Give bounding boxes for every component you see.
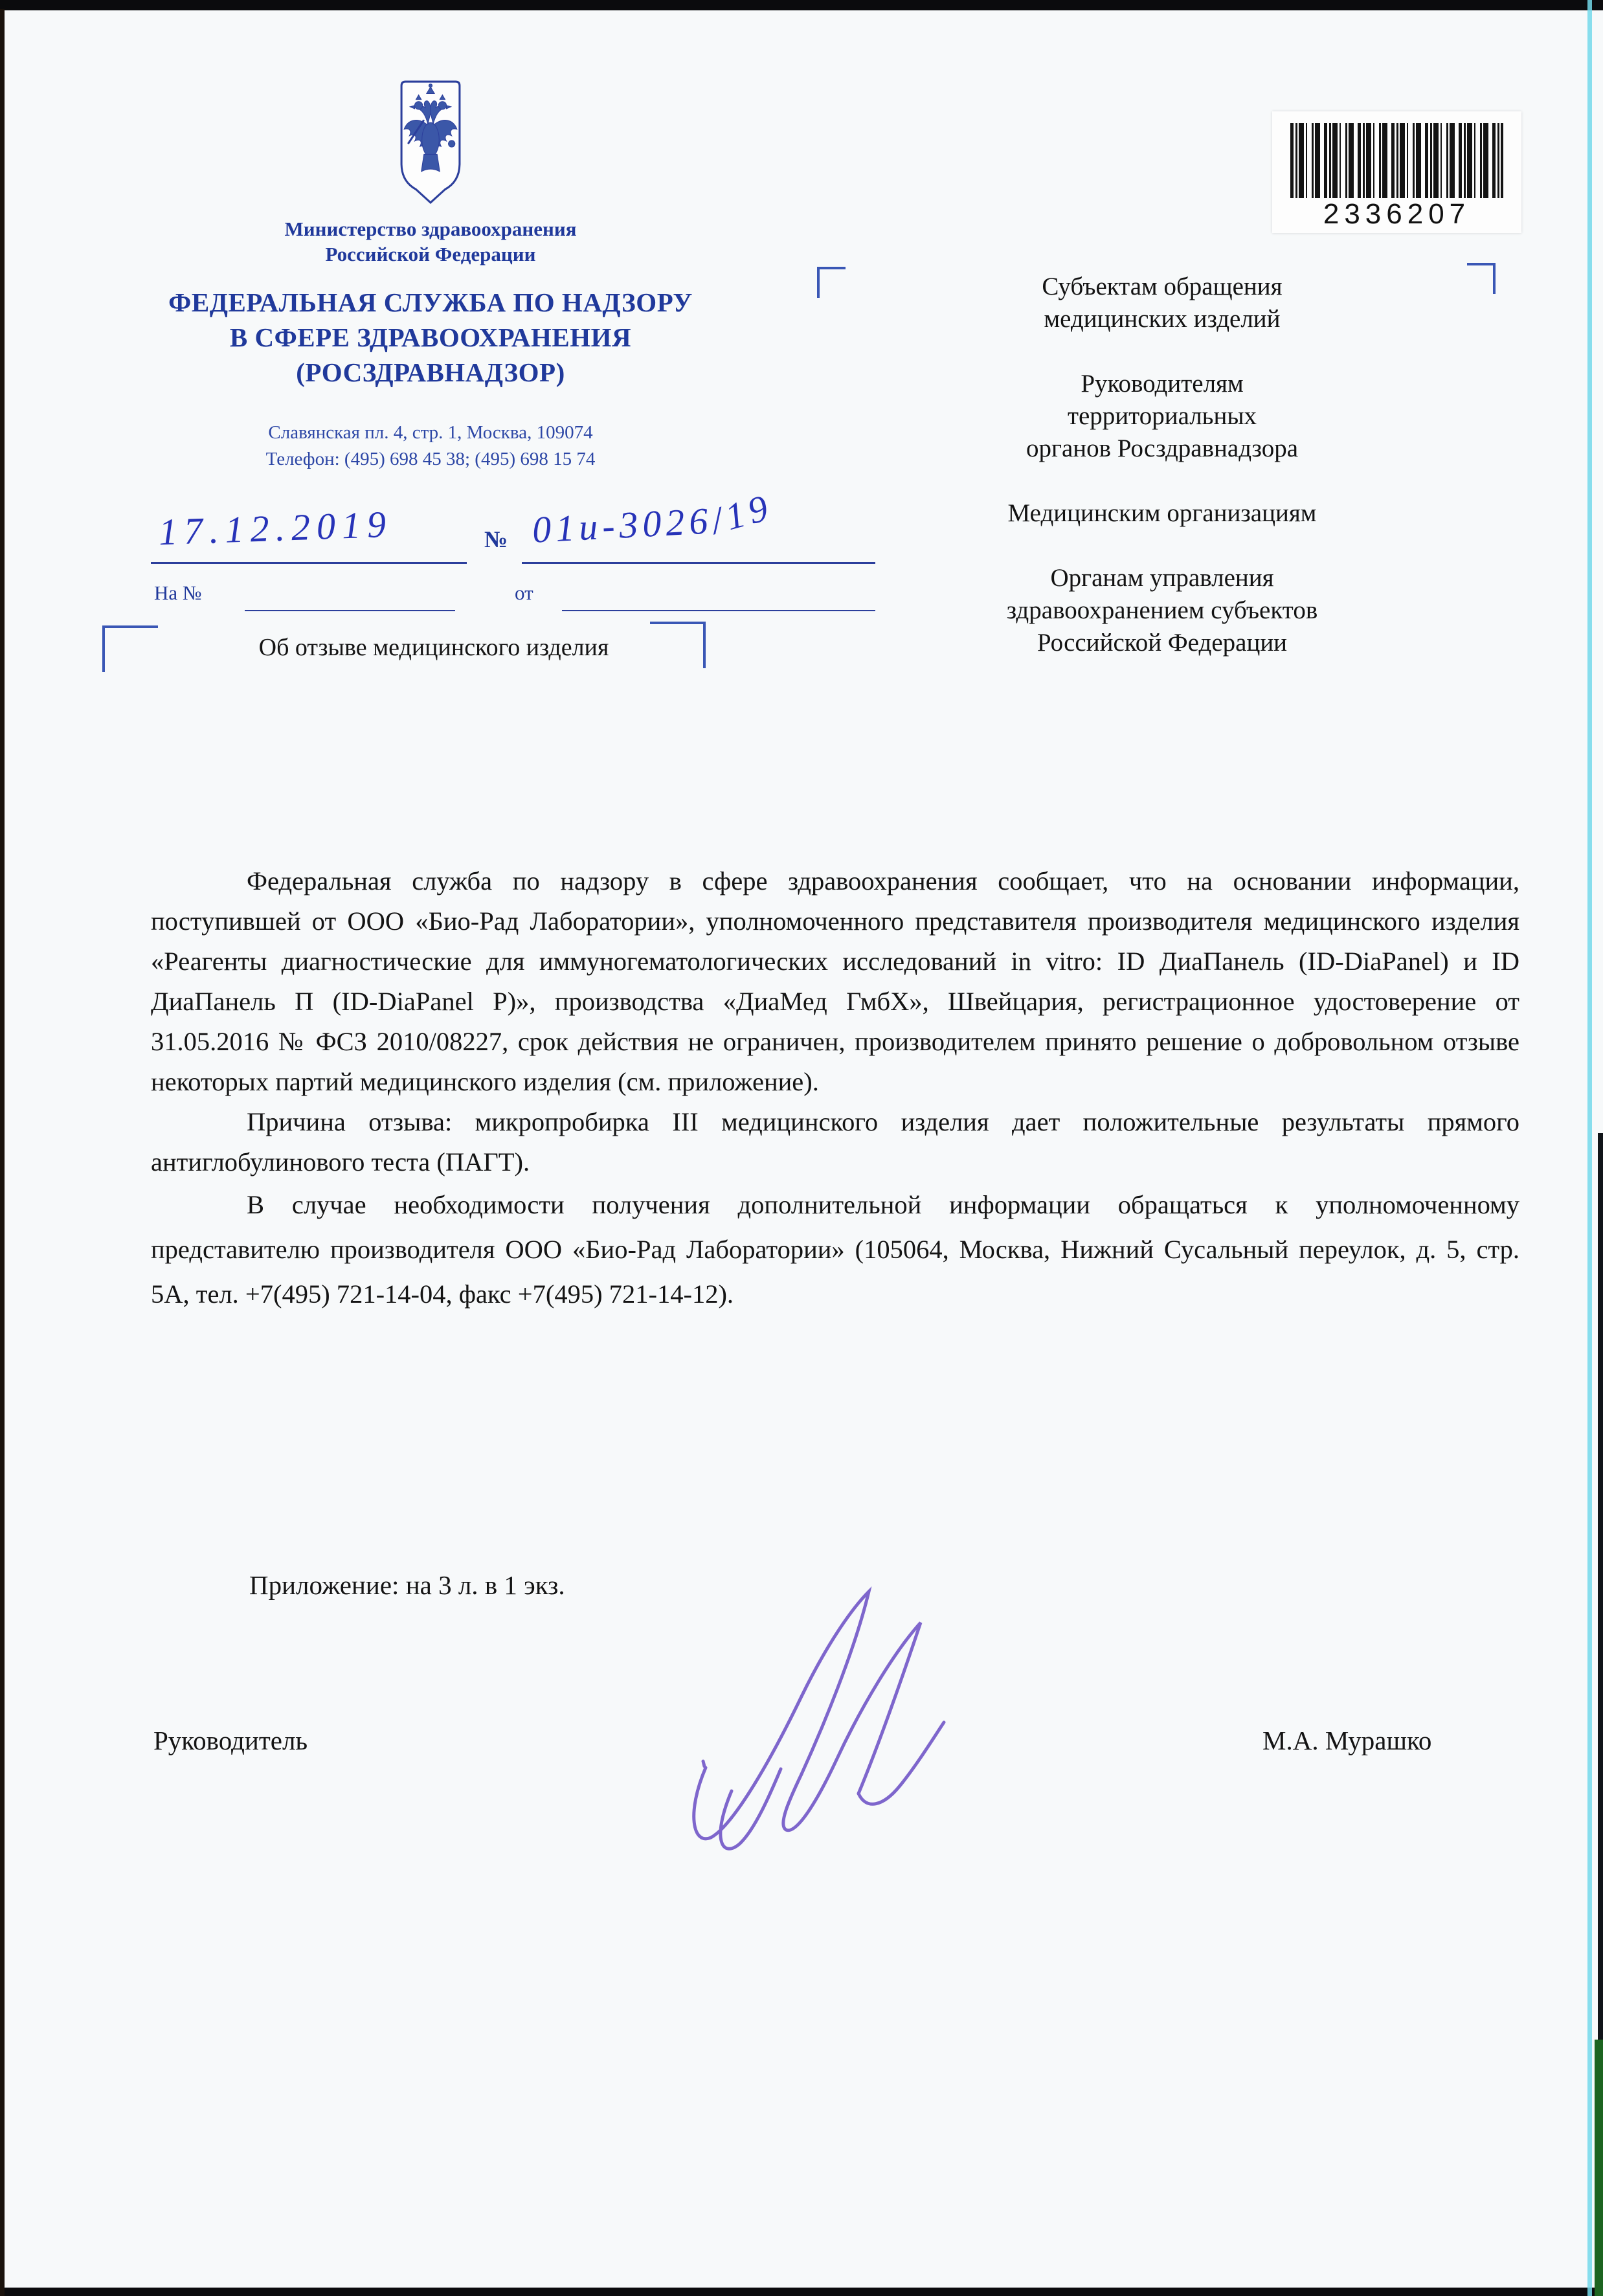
barcode-number: 2336207	[1323, 198, 1471, 230]
recipient-group	[829, 562, 1496, 659]
scan-green-right-strip	[1595, 2040, 1603, 2296]
handwritten-number-main: 01и-3026	[531, 499, 713, 551]
scan-edge-bottom	[0, 2288, 1603, 2296]
handwritten-number	[531, 485, 777, 551]
subject-bracket-left	[102, 625, 158, 672]
recipient-line: органов Росздравнадзора	[1026, 434, 1299, 462]
signer-title: Руководитель	[153, 1726, 308, 1755]
barcode-sticker	[1272, 111, 1521, 233]
handwritten-number-frac: /19	[706, 485, 777, 543]
address-block	[123, 420, 738, 473]
scan-edge-left	[0, 9, 5, 2296]
recipient-line: Субъектам обращения	[1042, 273, 1283, 300]
ministry-line1: Министерство здравоохранения	[284, 218, 577, 240]
attachment-line: Приложение: на 3 л. в 1 экз.	[249, 1570, 565, 1600]
service-line2: В СФЕРЕ ЗДРАВООХРАНЕНИЯ	[229, 322, 632, 352]
recipient-group	[829, 271, 1496, 335]
ministry-name	[123, 216, 738, 267]
service-name	[123, 285, 738, 390]
address-line: Славянская пл. 4, стр. 1, Москва, 109074	[268, 422, 593, 443]
number-sign: №	[484, 526, 508, 552]
barcode-icon	[1290, 123, 1503, 198]
body-paragraph-1: Федеральная служба по надзору в сфере здравоохранения сообщает, что на основании информации, поступившей от ООО «Био-Рад Лаборатории», уполномоченного представителя производителя медицинского изделия «Реагенты диагностические для иммуногематологических исследований in vitro: ID ДиаПанель (ID-DiaPanel) и ID ДиаПанель П (ID-DiaPanel P)», производства «ДиаМед ГмбХ», Швейцария, регистрационное удостоверение от 31.05.2016 № ФСЗ 2010/08227, срок действия не ограничен, производителем принято решение о добровольном отзыве некоторых партий медицинского изделия (см. приложение).	[151, 866, 1519, 1096]
ministry-line2: Российской Федерации	[325, 243, 536, 265]
signature-ink	[628, 1573, 1029, 1884]
body-paragraph-2: Причина отзыва: микропробирка III медицинского изделия дает положительные результаты прямого антиглобулинового теста (ПАГТ).	[151, 1107, 1519, 1176]
coat-of-arms-icon	[399, 78, 462, 207]
number-underline	[522, 562, 875, 564]
letterhead	[123, 78, 738, 473]
recipient-line: медицинских изделий	[1044, 305, 1281, 333]
service-line3: (РОСЗДРАВНАДЗОР)	[296, 357, 565, 387]
scan-edge-top	[0, 0, 1603, 10]
recipient-line: территориальных	[1067, 402, 1257, 430]
scan-dark-right-strip	[1598, 1133, 1603, 2040]
recipient-line: Органам управления	[1050, 564, 1274, 592]
service-line1: ФЕДЕРАЛЬНАЯ СЛУЖБА ПО НАДЗОРУ	[168, 287, 693, 317]
signer-name: М.А. Мурашко	[1262, 1726, 1432, 1755]
reply-number-underline	[245, 610, 455, 611]
recipient-group	[829, 368, 1496, 465]
handwritten-date: 17.12.2019	[157, 502, 394, 554]
scan-cyan-line	[1587, 0, 1592, 2296]
body-paragraph-3: В случае необходимости получения дополнительной информации обращаться к уполномоченному представителю производителя ООО «Био-Рад Лаборатории» (105064, Москва, Нижний Сусальный переулок, д. 5, стр. 5А, тел. +7(495) 721-14-04, факс +7(495) 721-14-12).	[151, 1190, 1519, 1309]
subject-line: Об отзыве медицинского изделия	[258, 634, 609, 661]
letter-body	[151, 861, 1519, 1316]
reply-from-label: от	[515, 581, 533, 604]
recipients-block	[829, 271, 1496, 692]
date-underline	[151, 562, 467, 564]
recipient-group	[829, 497, 1496, 530]
recipient-line: Медицинским организациям	[1007, 499, 1317, 527]
reply-to-label: На №	[154, 581, 202, 604]
phone-line: Телефон: (495) 698 45 38; (495) 698 15 74	[265, 449, 596, 469]
recipient-line: Российской Федерации	[1037, 629, 1288, 657]
recipient-line: Руководителям	[1081, 370, 1244, 398]
recipient-line: здравоохранением субъектов	[1006, 596, 1318, 624]
